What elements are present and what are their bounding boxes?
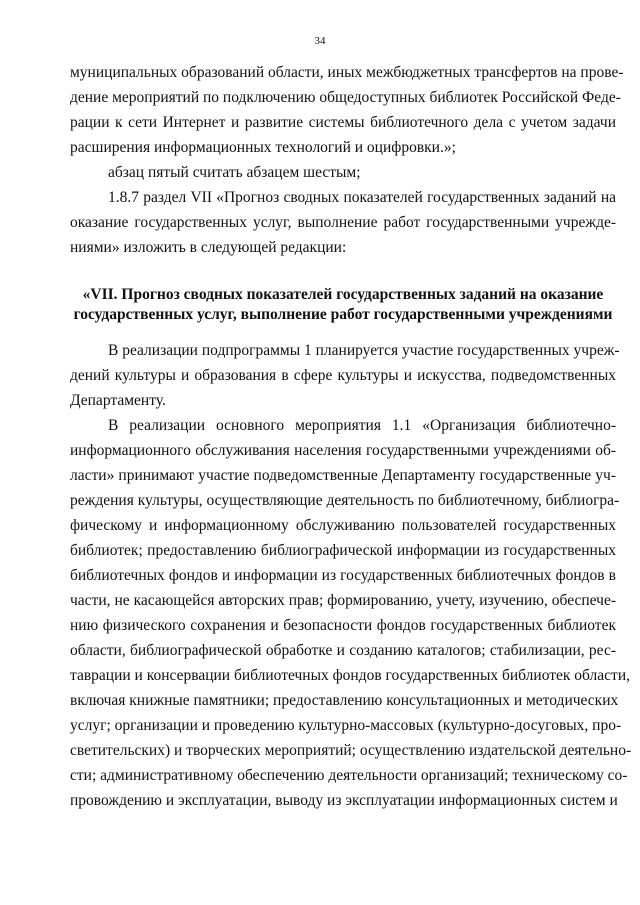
document-body bbox=[70, 60, 632, 813]
paragraph-5 bbox=[70, 413, 632, 813]
text-line: дений культуры и образования в сфере культуры и искусства, подведомственных bbox=[70, 367, 616, 384]
text-line: библиотечных фондов и информации из государственных библиотечных фондов в bbox=[70, 567, 616, 584]
text-line: светительских) и творческих мероприятий; осуществлению издательской деятельно- bbox=[70, 742, 632, 759]
text-line: абзац пятый считать абзацем шестым; bbox=[108, 164, 361, 181]
text-line: рации к сети Интернет и развитие системы библиотечного дела с учетом задачи bbox=[70, 114, 616, 131]
page-number: 34 bbox=[314, 35, 326, 47]
text-line: провождению и эксплуатации, выводу из эксплуатации информационных систем и bbox=[70, 792, 618, 809]
paragraph-3 bbox=[70, 185, 616, 260]
text-line: дение мероприятий по подключению общедоступных библиотек Российской Феде- bbox=[70, 89, 621, 106]
text-line: библиотек; предоставлению библиографической информации из государственных bbox=[70, 542, 616, 559]
section-heading bbox=[70, 285, 616, 325]
text-line: таврации и консервации библиотечных фондов государственных библиотек области, bbox=[70, 667, 630, 684]
text-line: ниями» изложить в следующей редакции: bbox=[70, 239, 347, 256]
text-line: 1.8.7 раздел VII «Прогноз сводных показателей государственных заданий на bbox=[108, 189, 616, 206]
text-line: ласти» принимают участие подведомственные Департаменту государственные уч- bbox=[70, 467, 616, 484]
paragraph-2 bbox=[70, 160, 616, 185]
text-line: информационного обслуживания населения государственными учреждениями об- bbox=[70, 442, 616, 459]
text-line: реждения культуры, осуществляющие деятельность по библиотечному, библиогра- bbox=[70, 492, 620, 509]
text-line: включая книжные памятники; предоставлению консультационных и методических bbox=[70, 692, 619, 709]
text-line: части, не касающейся авторских прав; формированию, учету, изучению, обеспече- bbox=[70, 592, 616, 609]
paragraph-4 bbox=[70, 338, 620, 413]
text-line: В реализации основного мероприятия 1.1 «Организация библиотечно- bbox=[108, 417, 616, 434]
text-line: сти; административному обеспечению деятельности организаций; техническому со- bbox=[70, 767, 628, 784]
text-line: расширения информационных технологий и оцифровки.»; bbox=[70, 139, 456, 156]
paragraph-1 bbox=[70, 60, 624, 160]
heading-line: государственных услуг, выполнение работ государственными учреждениями bbox=[73, 306, 613, 323]
text-line: фическому и информационному обслуживанию пользователей государственных bbox=[70, 517, 616, 534]
text-line: В реализации подпрограммы 1 планируется участие государственных учреж- bbox=[108, 342, 620, 359]
text-line: Департаменту. bbox=[70, 392, 166, 409]
heading-line: «VII. Прогноз сводных показателей государственных заданий на оказание bbox=[82, 286, 604, 303]
text-line: услуг; организации и проведению культурно-массовых (культурно-досуговых, про- bbox=[70, 717, 622, 734]
text-line: нию физического сохранения и безопасности фондов государственных библиотек bbox=[70, 617, 616, 634]
text-line: оказание государственных услуг, выполнение работ государственными учрежде- bbox=[70, 214, 616, 231]
text-line: муниципальных образований области, иных межбюджетных трансфертов на прове- bbox=[70, 64, 624, 81]
text-line: области, библиографической обработке и созданию каталогов; стабилизации, рес- bbox=[70, 642, 616, 659]
